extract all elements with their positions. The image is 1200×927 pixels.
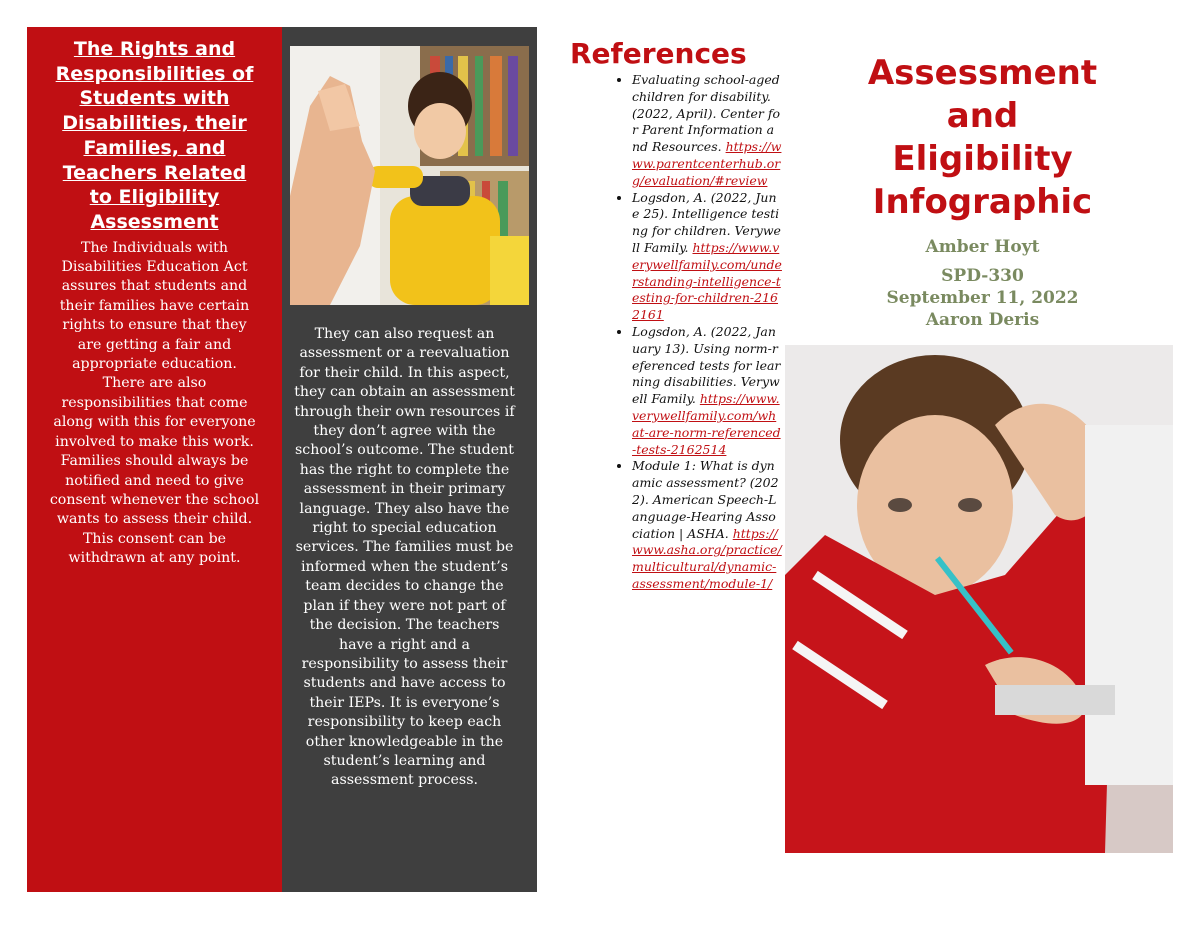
- boy-at-laptop-photo: [785, 345, 1173, 853]
- child-high-five-photo: [290, 46, 529, 305]
- continued-body: They can also request an assessment or a reevaluation for their child. In this aspect, they can obtain an assessment through their own resources if they don’t agree with the school’s outcome. The student has the right to complete the assessment in their primary language. They also have the right to special education services. The families must be informed when the student’s team decides to change the plan if they were not part of the decision. The teachers have a right and a responsibility to assess their students and have access to their IEPs. It is everyone’s responsibility to keep each other knowledgeable in the student’s learning and assessment process.: [294, 326, 515, 789]
- reference-link[interactable]: https://www.verywellfamily.com/what-are-norm-referenced-tests-2162514: [632, 391, 781, 457]
- child-high-five-image: [290, 46, 529, 305]
- reference-item: • Logsdon, A. (2022, June 25). Intelligence testing for children. Verywell Family. https://www.verywellfamily.com/understanding-intelligence-testing-for-children-2162161: [632, 190, 782, 324]
- cover-date: September 11, 2022: [886, 288, 1079, 308]
- cover-title-block: [840, 52, 1125, 331]
- reference-link[interactable]: https://www.asha.org/practice/multicultural/dynamic-assessment/module-1/: [632, 525, 782, 591]
- references-section: [570, 38, 790, 593]
- cover-title: Assessment and Eligibility Infographic: [867, 53, 1098, 222]
- rights-panel: [27, 27, 282, 892]
- reference-item: • Evaluating school-aged children for disability. (2022, April). Center for Parent Information and Resources. https://www.parentcenterhub.org/evaluation/#review: [632, 72, 782, 190]
- course-info: [840, 265, 1125, 331]
- course-code: SPD-330: [941, 266, 1024, 286]
- author-name: Amber Hoyt: [925, 237, 1040, 257]
- references-list: [570, 72, 790, 593]
- reference-link[interactable]: https://www.parentcenterhub.org/evaluation/#review: [632, 139, 782, 188]
- reference-link[interactable]: https://www.verywellfamily.com/understanding-intelligence-testing-for-children-2162161: [632, 239, 782, 323]
- reference-item: • Module 1: What is dynamic assessment? (2022). American Speech-Language-Hearing Association | ASHA. https://www.asha.org/practice/multicultural/dynamic-assessment/module-1/: [632, 458, 782, 592]
- instructor-name: Aaron Deris: [925, 310, 1040, 330]
- rights-heading: The Rights and Responsibilities of Students with Disabilities, their Families, and Teachers Related to Eligibility Assessment: [55, 38, 254, 233]
- rights-body: The Individuals with Disabilities Education Act assures that students and their families have certain rights to ensure that they are getting a fair and appropriate education. There are also responsibilities that come along with this for everyone involved to make this work. Families should always be notified and need to give consent whenever the school wants to assess their child. This consent can be withdrawn at any point.: [49, 239, 260, 567]
- references-title: References: [570, 37, 747, 70]
- boy-at-laptop-image: [785, 345, 1173, 853]
- reference-item: • Logsdon, A. (2022, January 13). Using norm-referenced tests for learning disabilities. Verywell Family. https://www.verywellfamily.com/what-are-norm-referenced-tests-2162514: [632, 324, 782, 458]
